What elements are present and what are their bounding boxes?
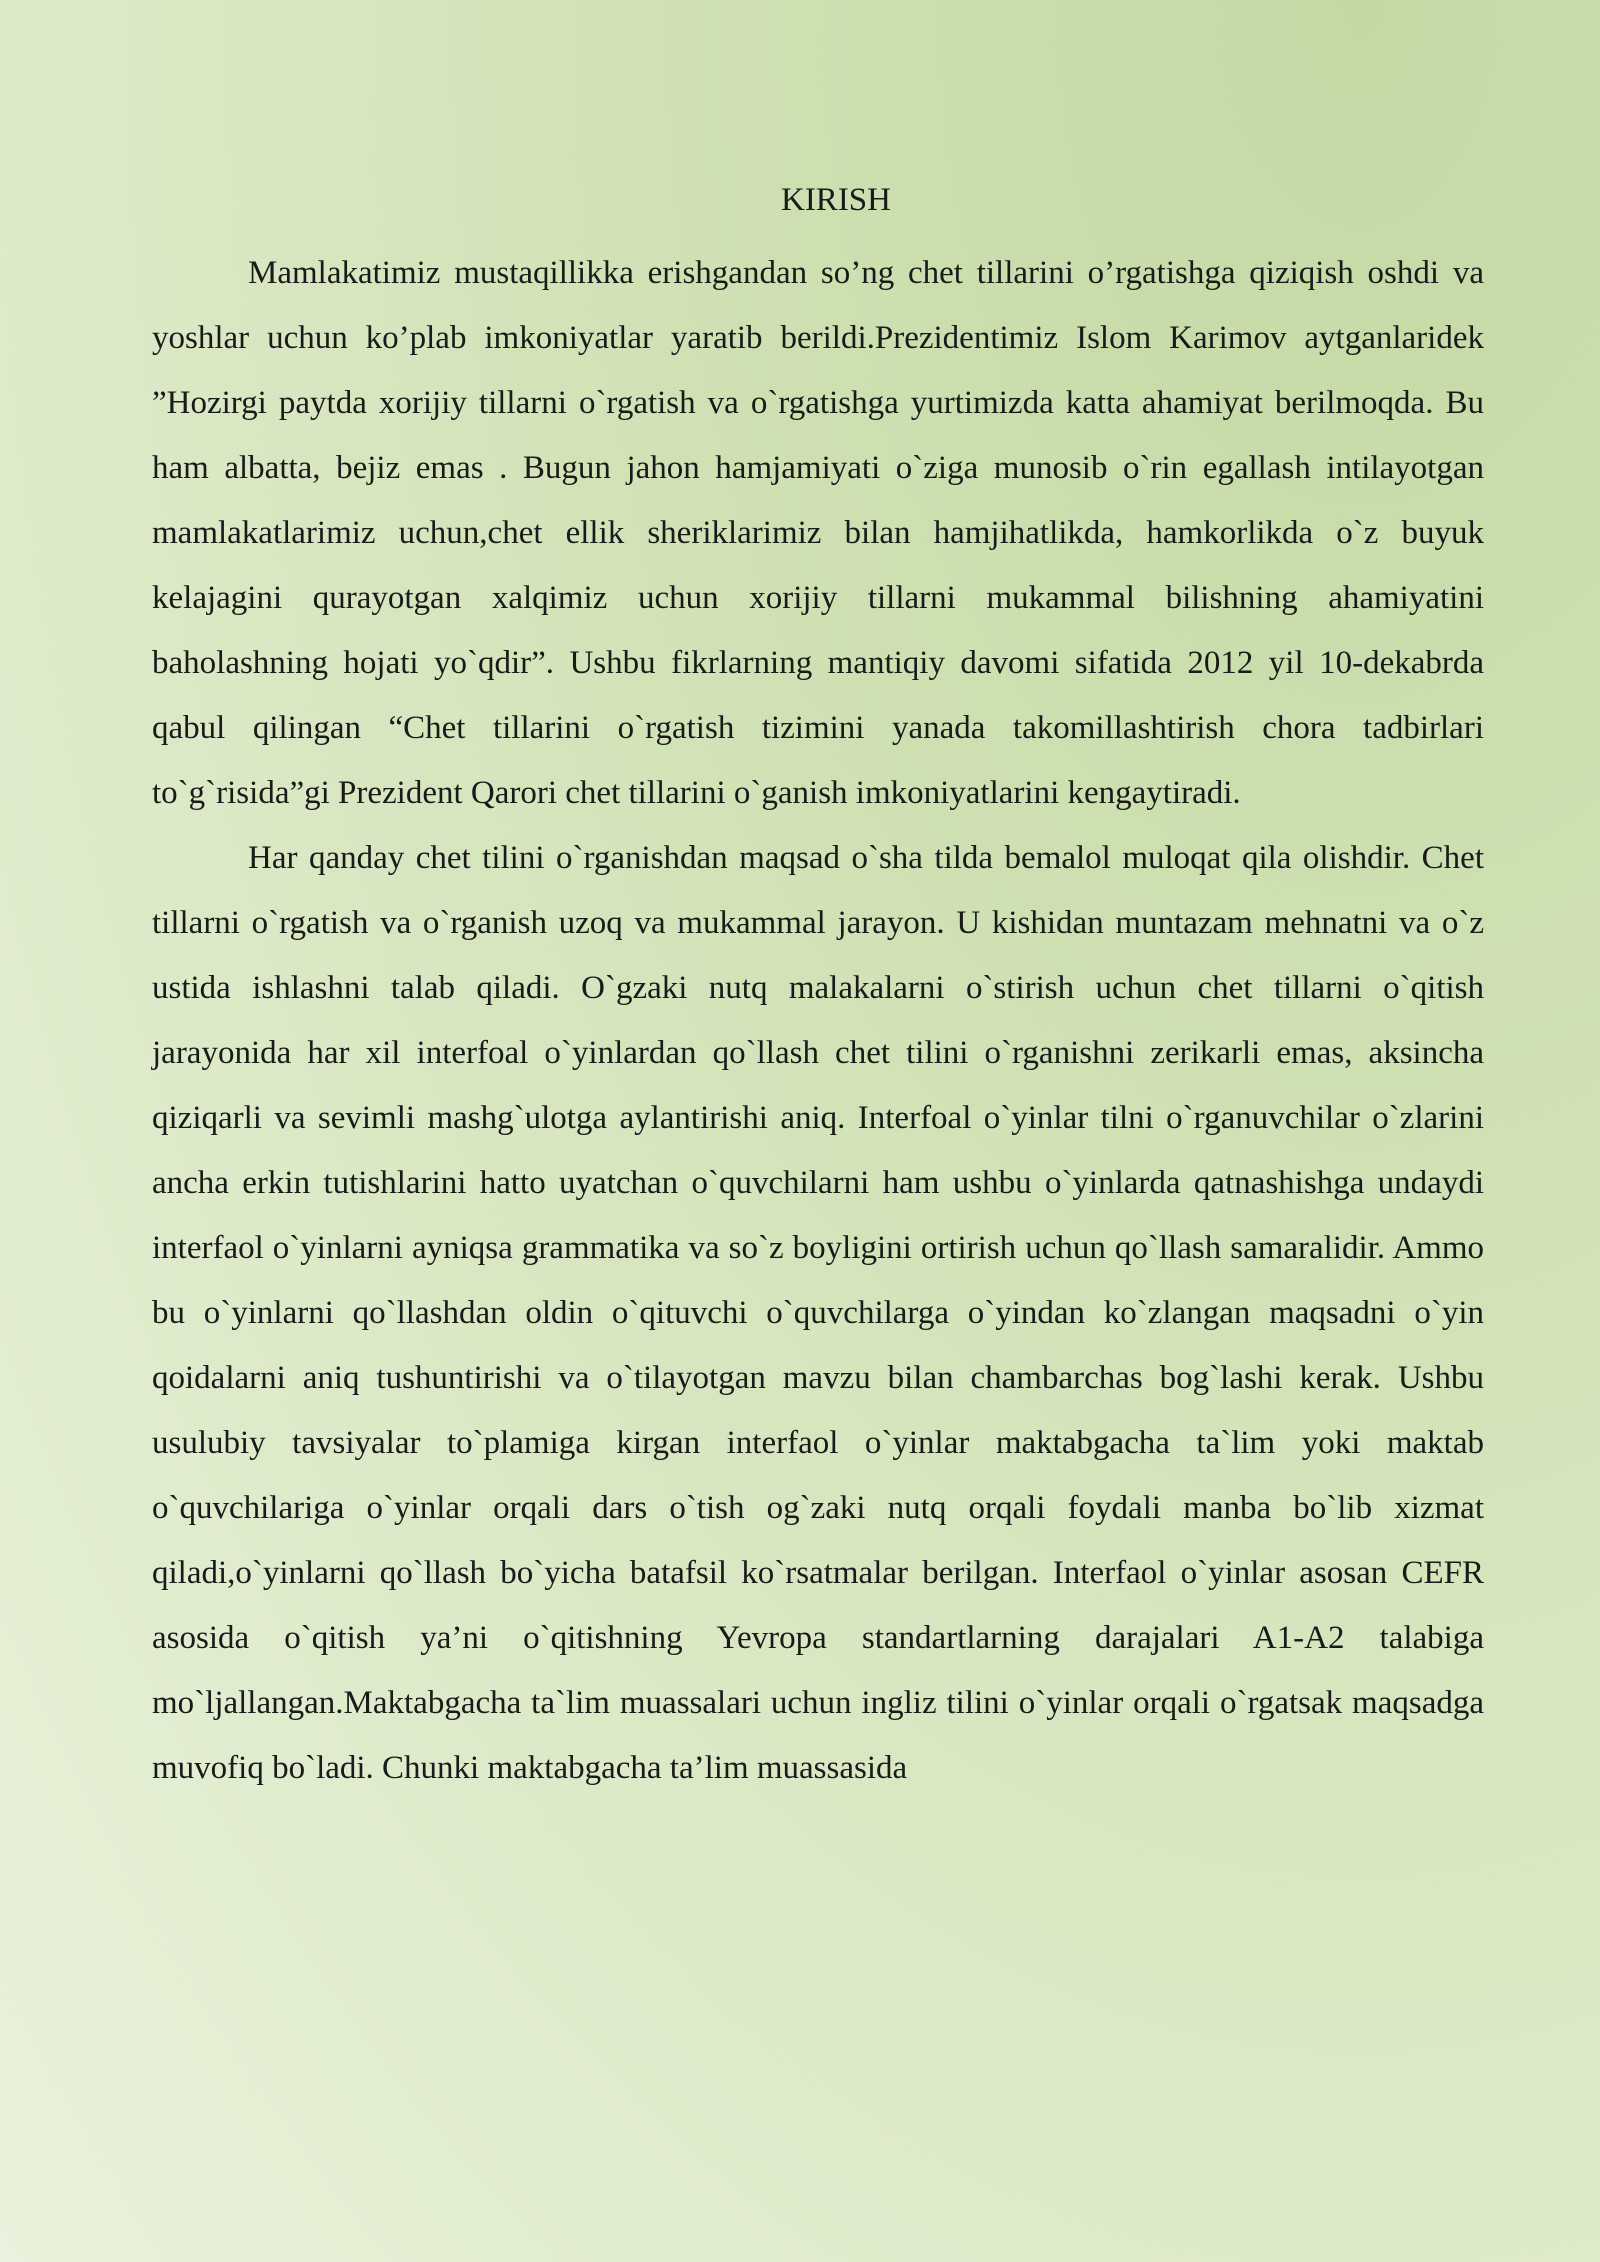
paragraph-1: Mamlakatimiz mustaqillikka erishgandan so’ng chet tillarini o’rgatishga qiziqish oshdi va yoshlar uchun ko’plab imkoniyatlar yaratib berildi.Prezidentimiz Islom Karimov aytganlaridek ”Hozirgi paytda xorijiy tillarni o`rgatish va o`rgatishga yurtimizda katta ahamiyat berilmoqda. Bu ham albatta, bejiz emas . Bugun jahon hamjamiyati o`ziga munosib o`rin egallash intilayotgan mamlakatlarimiz uchun,chet ellik sheriklarimiz bilan hamjihatlikda, hamkorlikda o`z buyuk kelajagini qurayotgan xalqimiz uchun xorijiy tillarni mukammal bilishning ahamiyatini baholashning hojati yo`qdir”. Ushbu fikrlarning mantiqiy davomi sifatida 2012 yil 10-dekabrda qabul qilingan “Chet tillarini o`rgatish tizimini yanada takomillashtirish chora tadbirlari to`g`risida”gi Prezident Qarori chet tillarini o`ganish imkoniyatlarini kengaytiradi. xyxy=(152,255,1484,811)
paragraph-2: Har qanday chet tilini o`rganishdan maqsad o`sha tilda bemalol muloqat qila olishdir. Chet tillarni o`rgatish va o`rganish uzoq va mukammal jarayon. U kishidan muntazam mehnatni va o`z ustida ishlashni talab qiladi. O`gzaki nutq malakalarni o`stirish uchun chet tillarni o`qitish jarayonida har xil interfoal o`yinlardan qo`llash chet tilini o`rganishni zerikarli emas, aksincha qiziqarli va sevimli mashg`ulotga aylantirishi aniq. Interfoal o`yinlar tilni o`rganuvchilar o`zlarini ancha erkin tutishlarini hatto uyatchan o`quvchilarni ham ushbu o`yinlarda qatnashishga undaydi interfaol o`yinlarni ayniqsa grammatika va so`z boyligini ortirish uchun qo`llash samaralidir. Ammo bu o`yinlarni qo`llashdan oldin o`qituvchi o`quvchilarga o`yindan ko`zlangan maqsadni o`yin qoidalarni aniq tushuntirishi va o`tilayotgan mavzu bilan chambarchas bog`lashi kerak. Ushbu usulubiy tavsiyalar to`plamiga kirgan interfaol o`yinlar maktabgacha ta`lim yoki maktab o`quvchilariga o`yinlar orqali dars o`tish og`zaki nutq orqali foydali manba bo`lib xizmat qiladi,o`yinlarni qo`llash bo`yicha batafsil ko`rsatmalar berilgan. Interfaol o`yinlar asosan CEFR asosida o`qitish ya’ni o`qitishning Yevropa standartlarning darajalari A1-A2 talabiga mo`ljallangan.Maktabgacha ta`lim muassalari uchun ingliz tilini o`yinlar orqali o`rgatsak maqsadga muvofiq bo`ladi. Chunki maktabgacha ta’lim muassasida xyxy=(152,840,1484,1786)
document-title: KIRISH xyxy=(780,182,891,218)
